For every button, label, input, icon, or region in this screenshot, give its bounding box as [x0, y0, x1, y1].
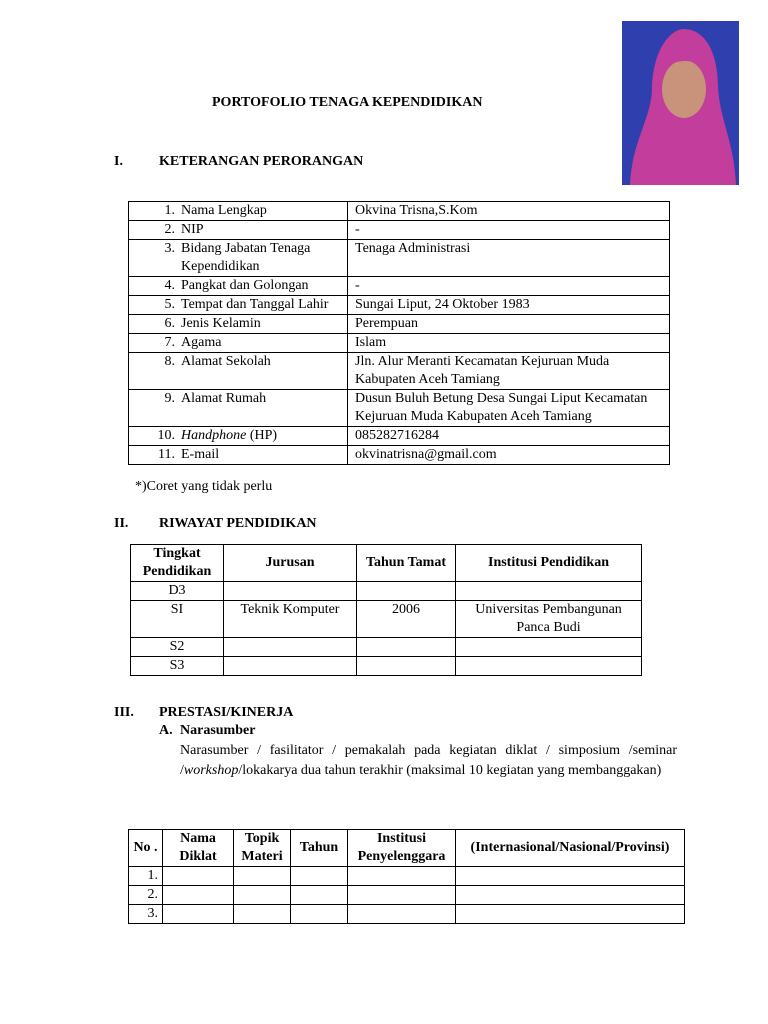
- cell-topic: [234, 886, 291, 905]
- info-row: [129, 390, 670, 427]
- info-label: [181, 446, 347, 464]
- edu-year: [357, 638, 456, 657]
- cell-diklat: [163, 886, 234, 905]
- cell-topic: [234, 867, 291, 886]
- info-label-text: NIP: [181, 222, 204, 237]
- narasumber-row: [129, 905, 685, 924]
- portrait-image: [622, 21, 739, 185]
- education-row: [131, 638, 642, 657]
- info-value: Sungai Liput, 24 Oktober 1983: [348, 296, 670, 315]
- edu-major: [224, 582, 357, 601]
- header-scope: (Internasional/Nasional/Provinsi): [456, 830, 685, 867]
- info-label: [181, 427, 347, 445]
- narasumber-description: [180, 741, 677, 781]
- info-row: [129, 334, 670, 353]
- row-number: 3.: [129, 905, 163, 924]
- cell-diklat: [163, 905, 234, 924]
- info-value: okvinatrisna@gmail.com: [348, 446, 670, 465]
- info-label-cell: [129, 202, 348, 221]
- info-number: 7.: [164, 335, 175, 350]
- cell-scope: [456, 867, 685, 886]
- cell-scope: [456, 886, 685, 905]
- info-label-text: Bidang Jabatan Tenaga Kependidikan: [181, 241, 311, 274]
- info-row: [129, 353, 670, 390]
- profile-photo: [622, 21, 739, 185]
- info-label: [181, 334, 347, 352]
- info-label: [181, 296, 347, 314]
- header-no: No .: [129, 830, 163, 867]
- info-value: Islam: [348, 334, 670, 353]
- info-label-cell: [129, 353, 348, 390]
- edu-institution: [456, 638, 642, 657]
- info-label: [181, 277, 347, 295]
- info-label-cell: [129, 221, 348, 240]
- info-label-text: Nama Lengkap: [181, 203, 267, 218]
- info-number: 2.: [164, 222, 175, 237]
- cell-topic: [234, 905, 291, 924]
- info-value: -: [348, 221, 670, 240]
- info-label: [181, 390, 347, 408]
- cell-organizer: [348, 867, 456, 886]
- education-table: [130, 544, 642, 676]
- personal-info-table: [128, 201, 670, 465]
- header-year: Tahun Tamat: [357, 545, 456, 582]
- info-label-cell: [129, 427, 348, 446]
- row-number: 2.: [129, 886, 163, 905]
- info-label-text: Jenis Kelamin: [181, 316, 261, 331]
- narasumber-table: [128, 829, 685, 924]
- edu-major: [224, 638, 357, 657]
- info-row: [129, 446, 670, 465]
- cell-year: [291, 905, 348, 924]
- edu-level: SI: [131, 601, 224, 638]
- info-label-cell: [129, 446, 348, 465]
- info-label: [181, 353, 347, 371]
- row-number: 1.: [129, 867, 163, 886]
- header-organizer: Institusi Penyelenggara: [348, 830, 456, 867]
- info-row: [129, 296, 670, 315]
- info-label: [181, 221, 347, 239]
- description-italic: workshop: [183, 763, 239, 778]
- info-row: [129, 202, 670, 221]
- info-label: [181, 240, 347, 276]
- cell-organizer: [348, 905, 456, 924]
- narasumber-row: [129, 886, 685, 905]
- education-row: [131, 582, 642, 601]
- info-number: 9.: [164, 391, 175, 406]
- info-label-text: Alamat Rumah: [181, 391, 267, 406]
- info-value: 085282716284: [348, 427, 670, 446]
- section-3-numeral: III.: [114, 705, 134, 720]
- narasumber-row: [129, 867, 685, 886]
- info-number: 1.: [164, 203, 175, 218]
- subsection-a-letter: A.: [159, 723, 173, 738]
- edu-level: S3: [131, 657, 224, 676]
- section-1-numeral: I.: [114, 154, 123, 169]
- info-number: 10.: [157, 428, 175, 443]
- edu-year: 2006: [357, 601, 456, 638]
- description-part-2: /lokakarya dua tahun terakhir (maksimal 10 kegiatan yang membanggakan): [238, 763, 662, 778]
- note-text: *)Coret yang tidak perlu: [135, 479, 273, 494]
- cell-year: [291, 867, 348, 886]
- info-row: [129, 277, 670, 296]
- edu-institution: Universitas Pembangunan Panca Budi: [456, 601, 642, 638]
- education-row: [131, 601, 642, 638]
- cell-year: [291, 886, 348, 905]
- section-3-heading: PRESTASI/KINERJA: [159, 705, 294, 720]
- info-value: Dusun Buluh Betung Desa Sungai Liput Kecamatan Kejuruan Muda Kabupaten Aceh Tamiang: [348, 390, 670, 427]
- info-label: [181, 315, 347, 333]
- info-number: 11.: [158, 447, 175, 462]
- info-row: [129, 315, 670, 334]
- info-value: Okvina Trisna,S.Kom: [348, 202, 670, 221]
- edu-institution: [456, 657, 642, 676]
- info-number: 5.: [164, 297, 175, 312]
- header-topic: Topik Materi: [234, 830, 291, 867]
- cell-organizer: [348, 886, 456, 905]
- edu-institution: [456, 582, 642, 601]
- cell-diklat: [163, 867, 234, 886]
- info-label-cell: [129, 277, 348, 296]
- info-number: 4.: [164, 278, 175, 293]
- edu-major: [224, 657, 357, 676]
- info-label-cell: [129, 315, 348, 334]
- section-2-heading: RIWAYAT PENDIDIKAN: [159, 516, 317, 531]
- info-label-italic: Handphone: [181, 428, 247, 443]
- edu-level: D3: [131, 582, 224, 601]
- edu-major: Teknik Komputer: [224, 601, 357, 638]
- header-level: Tingkat Pendidikan: [131, 545, 224, 582]
- info-label-text: E-mail: [181, 447, 220, 462]
- info-label-cell: [129, 334, 348, 353]
- edu-level: S2: [131, 638, 224, 657]
- info-row: [129, 240, 670, 277]
- info-value: Tenaga Administrasi: [348, 240, 670, 277]
- info-label-text: Pangkat dan Golongan: [181, 278, 309, 293]
- header-major: Jurusan: [224, 545, 357, 582]
- info-label-cell: [129, 390, 348, 427]
- info-label: [181, 202, 347, 220]
- info-value: Perempuan: [348, 315, 670, 334]
- header-year: Tahun: [291, 830, 348, 867]
- info-label-cell: [129, 240, 348, 277]
- info-number: 6.: [164, 316, 175, 331]
- info-row: [129, 427, 670, 446]
- cell-scope: [456, 905, 685, 924]
- info-value: -: [348, 277, 670, 296]
- description-part-1: Narasumber / fasilitator / pemakalah pada kegiatan diklat / simposium /seminar /: [180, 743, 677, 778]
- section-1-heading: KETERANGAN PERORANGAN: [159, 154, 364, 169]
- education-row: [131, 657, 642, 676]
- info-row: [129, 221, 670, 240]
- info-label-text: Alamat Sekolah: [181, 354, 271, 369]
- header-diklat: Nama Diklat: [163, 830, 234, 867]
- section-2-numeral: II.: [114, 516, 129, 531]
- info-value: Jln. Alur Meranti Kecamatan Kejuruan Muda Kabupaten Aceh Tamiang: [348, 353, 670, 390]
- document-title: PORTOFOLIO TENAGA KEPENDIDIKAN: [212, 95, 483, 110]
- subsection-a-heading: Narasumber: [180, 723, 256, 738]
- info-label-rest: (HP): [246, 428, 278, 443]
- face-shape: [662, 60, 706, 118]
- info-number: 8.: [164, 354, 175, 369]
- info-label-cell: [129, 296, 348, 315]
- edu-year: [357, 582, 456, 601]
- info-label-text: Tempat dan Tanggal Lahir: [181, 297, 329, 312]
- info-number: 3.: [164, 241, 175, 256]
- header-institution: Institusi Pendidikan: [456, 545, 642, 582]
- edu-year: [357, 657, 456, 676]
- info-label-text: Agama: [181, 335, 222, 350]
